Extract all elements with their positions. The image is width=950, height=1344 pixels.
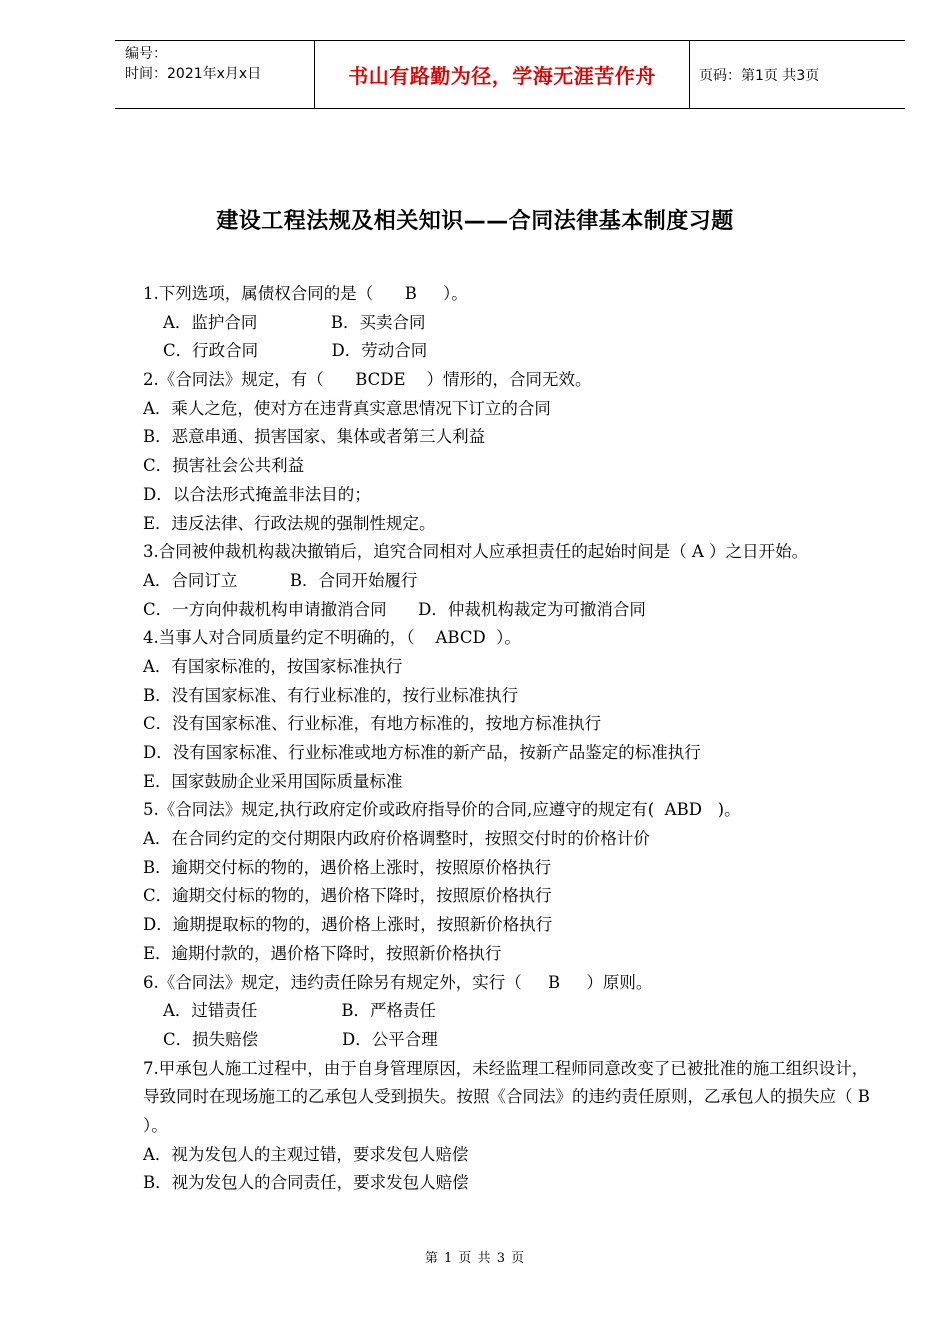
question-option: A．有国家标准的，按国家标准执行 (143, 656, 403, 676)
question-option: A．在合同约定的交付期限内政府价格调整时，按照交付时的价格计价 (143, 829, 650, 849)
question-stem: 4.当事人对合同质量约定不明确的，（ ABCD ）。 (143, 628, 521, 648)
question-option: B．视为发包人的合同责任，要求发包人赔偿 (143, 1173, 469, 1193)
question-option: A．乘人之危，使对方在违背真实意思情况下订立的合同 (143, 398, 551, 418)
question-option: A．视为发包人的主观过错，要求发包人赔偿 (143, 1144, 469, 1164)
question-option: B．恶意串通、损害国家、集体或者第三人利益 (143, 427, 486, 447)
question-option: C．一方向仲裁机构申请撤消合同 D．仲裁机构裁定为可撤消合同 (143, 599, 646, 619)
document-title: 建设工程法规及相关知识——合同法律基本制度习题 (216, 209, 734, 234)
document-time-label: 时间：2021年x月x日 (125, 66, 262, 82)
header-motto: 书山有路勤为径，学海无涯苦作舟 (315, 41, 690, 108)
question-stem: 1.下列选项，属债权合同的是（ B ）。 (143, 284, 468, 303)
question-option: E．逾期付款的，遇价格下降时，按照新价格执行 (143, 943, 502, 963)
page-header (115, 40, 905, 109)
question-option: B．没有国家标准、有行业标准的，按行业标准执行 (143, 685, 519, 705)
question-option: D．逾期提取标的物的，遇价格上涨时，按照新价格执行 (143, 915, 553, 935)
question-stem: 2.《合同法》规定，有（ BCDE ）情形的，合同无效。 (143, 370, 592, 390)
question-stem: 7.甲承包人施工过程中，由于自身管理原因，未经监理工程师同意改变了已被批准的施工组织设计，导致同时在现场施工的乙承包人受到损失。按照《合同法》的违约责任原则，乙承包人的损失应（ B ）。 (143, 1058, 870, 1135)
question-option: A．过错责任 B．严格责任 (163, 1001, 436, 1021)
question-option: C．逾期交付标的物的，遇价格下降时，按照原价格执行 (143, 886, 552, 906)
question-option: C．没有国家标准、行业标准，有地方标准的，按地方标准执行 (143, 714, 602, 734)
question-option: A．监护合同 B．买卖合同 (163, 312, 426, 332)
question-option: C．行政合同 D．劳动合同 (163, 341, 428, 361)
question-option: D．以合法形式掩盖非法目的； (143, 484, 371, 504)
question-stem: 6.《合同法》规定，违约责任除另有规定外，实行（ B ）原则。 (143, 972, 653, 992)
question-option: E．违反法律、行政法规的强制性规定。 (143, 513, 436, 533)
question-option: C．损失赔偿 D．公平合理 (163, 1029, 438, 1049)
question-stem: 5.《合同法》规定,执行政府定价或政府指导价的合同,应遵守的规定有( ABD )。 (143, 800, 741, 820)
document-number-label: 编号： (125, 46, 167, 62)
question-option: B．逾期交付标的物的，遇价格上涨时，按照原价格执行 (143, 857, 552, 877)
question-stem: 3.合同被仲裁机构裁决撤销后，追究合同相对人应承担责任的起始时间是（ A ）之日开始。 (143, 542, 809, 562)
header-page-label: 页码：第1页 共3页 (699, 67, 820, 84)
question-option: E．国家鼓励企业采用国际质量标准 (143, 771, 403, 791)
header-meta (115, 41, 315, 108)
question-option: A．合同订立 B．合同开始履行 (143, 570, 418, 590)
question-option: D．没有国家标准、行业标准或地方标准的新产品，按新产品鉴定的标准执行 (143, 743, 701, 763)
question-option: C．损害社会公共利益 (143, 456, 305, 476)
page-footer: 第 1 页 共 3 页 (424, 1251, 526, 1266)
question-list (143, 280, 878, 1198)
